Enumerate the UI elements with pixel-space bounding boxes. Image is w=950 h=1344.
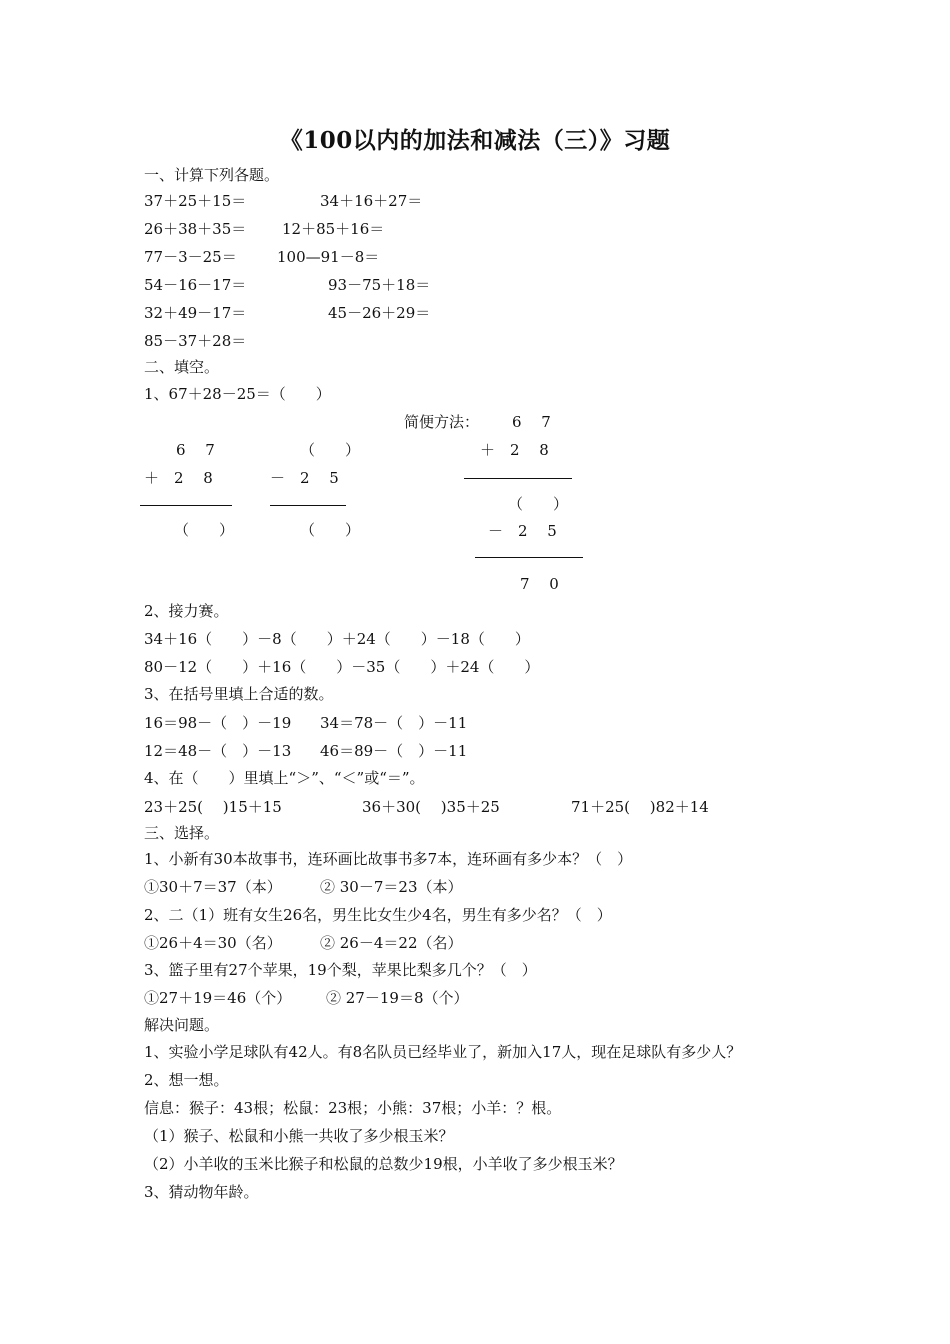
compare-item: 36＋30( )35＋25	[362, 798, 500, 816]
section-heading-problems: 解决问题。	[144, 1016, 220, 1034]
relay-row: 34＋16（ ）－8（ ）＋24（ ）－18（ ）	[144, 630, 530, 648]
section-heading-choice: 三、选择。	[144, 824, 220, 842]
calc-item: 12＋85＋16＝	[282, 220, 385, 238]
relay-row: 80－12（ ）＋16（ ）－35（ ）＋24（ ）	[144, 658, 540, 676]
choice-option-b: ② 30－7＝23（本）	[320, 878, 463, 896]
vertical-second-number: ＋ 2 8	[480, 441, 549, 459]
choice-question: 3、篮子里有27个苹果，19个梨，苹果比梨多几个？（ ）	[144, 961, 537, 979]
page-title: 《100以内的加法和减法（三）》习题	[279, 127, 671, 154]
calc-item: 45－26＋29＝	[328, 304, 431, 322]
choice-option-b: ② 27－19＝8（个）	[326, 989, 469, 1007]
vertical-line	[270, 505, 346, 506]
choice-option-a: ①26＋4＝30（名）	[144, 934, 282, 952]
vertical-second-number: － 2 5	[488, 522, 557, 540]
fill-question-4: 4、在（ ）里填上“＞”、“＜”或“＝”。	[144, 769, 425, 787]
calc-item: 54－16－17＝	[144, 276, 247, 294]
fill-item: 46＝89－（ ）－11	[320, 742, 468, 760]
problem-line: 3、猜动物年龄。	[144, 1183, 259, 1201]
vertical-top-number: 6 7	[512, 413, 551, 431]
section-heading-calculate: 一、计算下列各题。	[144, 166, 280, 184]
choice-option-b: ② 26－4＝22（名）	[320, 934, 463, 952]
vertical-result: 7 0	[520, 575, 559, 593]
problem-line: （1）猴子、松鼠和小熊一共收了多少根玉米？	[144, 1127, 454, 1145]
vertical-line	[464, 478, 572, 479]
vertical-second-number: ＋ 2 8	[144, 469, 213, 487]
choice-question: 1、小新有30本故事书，连环画比故事书多7本，连环画有多少本？（ ）	[144, 850, 633, 868]
problem-line: 1、实验小学足球队有42人。有8名队员已经毕业了，新加入17人，现在足球队有多少人？	[144, 1043, 742, 1061]
answer-blank: （ ）	[508, 495, 569, 513]
calc-item: 37＋25＋15＝	[144, 192, 247, 210]
fill-item: 12＝48－（ ）－13	[144, 742, 292, 760]
vertical-line	[475, 557, 583, 558]
choice-question: 2、二（1）班有女生26名，男生比女生少4名，男生有多少名？（ ）	[144, 906, 612, 924]
problem-line: 2、想一想。	[144, 1071, 229, 1089]
fill-question-3: 3、在括号里填上合适的数。	[144, 685, 334, 703]
calc-item: 85－37＋28＝	[144, 332, 247, 350]
calc-item: 26＋38＋35＝	[144, 220, 247, 238]
fill-item: 16＝98－（ ）－19	[144, 714, 292, 732]
compare-item: 23＋25( )15＋15	[144, 798, 282, 816]
answer-blank: （ ）	[174, 521, 235, 539]
choice-option-a: ①27＋19＝46（个）	[144, 989, 292, 1007]
fill-question-2: 2、接力赛。	[144, 602, 229, 620]
problem-line: 信息：猴子：43根；松鼠：23根；小熊：37根；小羊：？根。	[144, 1099, 562, 1117]
calc-item: 77－3－25＝	[144, 248, 237, 266]
calc-item: 34＋16＋27＝	[320, 192, 423, 210]
simple-method-label: 简便方法：	[404, 413, 480, 431]
fill-question-1: 1、67＋28－25＝（ ）	[144, 385, 331, 403]
calc-item: 100—91－8＝	[277, 248, 380, 266]
calc-item: 32＋49－17＝	[144, 304, 247, 322]
vertical-second-number: － 2 5	[270, 469, 339, 487]
fill-item: 34＝78－（ ）－11	[320, 714, 468, 732]
answer-blank: （ ）	[300, 521, 361, 539]
compare-item: 71＋25( )82＋14	[571, 798, 709, 816]
calc-item: 93－75＋18＝	[328, 276, 431, 294]
section-heading-fill: 二、填空。	[144, 358, 220, 376]
vertical-line	[140, 505, 232, 506]
choice-option-a: ①30＋7＝37（本）	[144, 878, 282, 896]
answer-blank: （ ）	[300, 441, 361, 459]
problem-line: （2）小羊收的玉米比猴子和松鼠的总数少19根，小羊收了多少根玉米？	[144, 1155, 623, 1173]
vertical-top-number: 6 7	[176, 441, 215, 459]
